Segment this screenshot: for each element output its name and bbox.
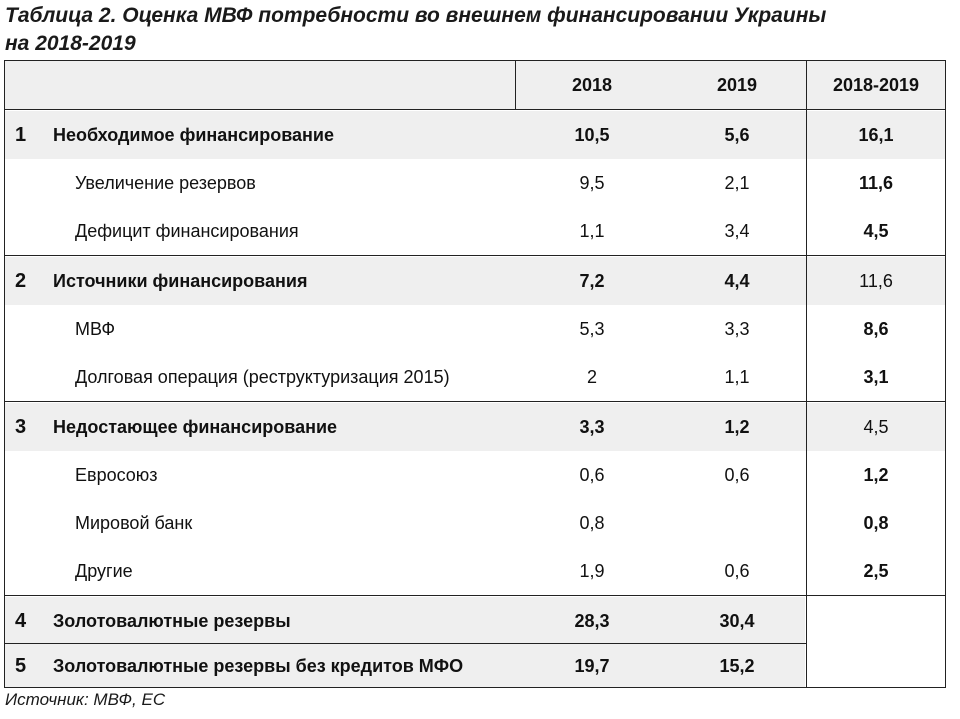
table-row <box>5 645 805 687</box>
table-row <box>5 451 945 499</box>
section-separator <box>5 255 945 256</box>
table-row <box>5 257 945 305</box>
row-value-total: 8,6 <box>863 318 889 339</box>
row-value-2019 <box>667 499 807 547</box>
row-value-total: 0,8 <box>863 512 889 533</box>
table-row <box>5 547 945 595</box>
table-row <box>5 207 945 255</box>
source-note: Источник: МВФ, ЕС <box>5 690 166 709</box>
row-value-2018: 1,1 <box>579 220 605 241</box>
row-value-2018: 1,9 <box>579 560 605 581</box>
row-value-2019: 3,3 <box>724 318 750 339</box>
row-value-2019: 4,4 <box>724 270 750 291</box>
row-value-total: 4,5 <box>863 416 889 437</box>
row-label: Мировой банк <box>75 512 193 533</box>
row-value-2019: 5,6 <box>724 124 750 145</box>
table-header-row <box>5 61 945 109</box>
row-value-2019: 1,2 <box>724 416 750 437</box>
row-label: Увеличение резервов <box>75 172 256 193</box>
row-value-total: 3,1 <box>863 366 889 387</box>
row-number: 2 <box>15 269 27 292</box>
table-title <box>5 2 955 58</box>
section-separator <box>5 401 945 402</box>
row-label: Недостающее финансирование <box>53 416 338 437</box>
row-value-2018: 0,8 <box>579 512 605 533</box>
row-value-2018: 9,5 <box>579 172 605 193</box>
row-value-2018: 7,2 <box>579 270 605 291</box>
row-value-total: 1,2 <box>863 464 889 485</box>
header-2019: 2019 <box>716 74 758 95</box>
row-value-2019: 0,6 <box>724 560 750 581</box>
header-total: 2018-2019 <box>832 74 920 95</box>
row-value-2018: 0,6 <box>579 464 605 485</box>
header-divider <box>515 61 516 109</box>
row-value-total: 16,1 <box>858 124 894 145</box>
table-title-line1: Таблица 2. Оценка МВФ потребности во внешнем финансировании Украины <box>5 4 827 27</box>
section-separator <box>5 643 807 644</box>
row-number: 3 <box>15 415 27 438</box>
row-number: 5 <box>15 654 27 677</box>
table-row <box>5 111 945 159</box>
row-value-total: 11,6 <box>858 172 894 193</box>
table-title-line2: на 2018-2019 <box>5 32 136 55</box>
row-value-2019: 2,1 <box>724 172 750 193</box>
row-label: Другие <box>75 560 133 581</box>
row-value-2018: 3,3 <box>579 416 605 437</box>
row-label: Золотовалютные резервы без кредитов МФО <box>53 655 464 676</box>
row-number: 4 <box>15 609 27 632</box>
row-label: Долговая операция (реструктуризация 2015) <box>75 366 450 387</box>
row-number: 1 <box>15 123 27 146</box>
row-value-2018: 28,3 <box>574 610 610 631</box>
table-row <box>5 499 945 547</box>
row-value-total: 11,6 <box>859 270 893 291</box>
table-row <box>5 353 945 401</box>
total-column-divider <box>806 61 807 687</box>
row-value-2019: 0,6 <box>724 464 750 485</box>
row-label: Источники финансирования <box>53 270 308 291</box>
row-value-2019: 1,1 <box>724 366 750 387</box>
row-value-2019: 15,2 <box>719 655 755 676</box>
row-label: МВФ <box>75 318 116 339</box>
table-row <box>5 403 945 451</box>
row-value-total: 2,5 <box>863 560 889 581</box>
row-value-total: 4,5 <box>863 220 889 241</box>
financing-table <box>4 60 946 688</box>
row-value-2019: 3,4 <box>724 220 750 241</box>
row-value-2019: 30,4 <box>719 610 755 631</box>
row-label: Дефицит финансирования <box>75 220 299 241</box>
header-2018: 2018 <box>571 74 613 95</box>
row-value-2018: 2 <box>586 366 597 387</box>
row-label: Евросоюз <box>75 464 158 485</box>
table-row <box>5 305 945 353</box>
section-separator <box>5 595 945 596</box>
row-label: Необходимое финансирование <box>53 124 334 145</box>
table-row <box>5 597 805 645</box>
row-value-2018: 5,3 <box>579 318 605 339</box>
table-row <box>5 159 945 207</box>
row-value-2018: 10,5 <box>574 124 610 145</box>
row-value-2018: 19,7 <box>574 655 610 676</box>
header-separator <box>5 109 945 110</box>
row-label: Золотовалютные резервы <box>53 610 291 631</box>
